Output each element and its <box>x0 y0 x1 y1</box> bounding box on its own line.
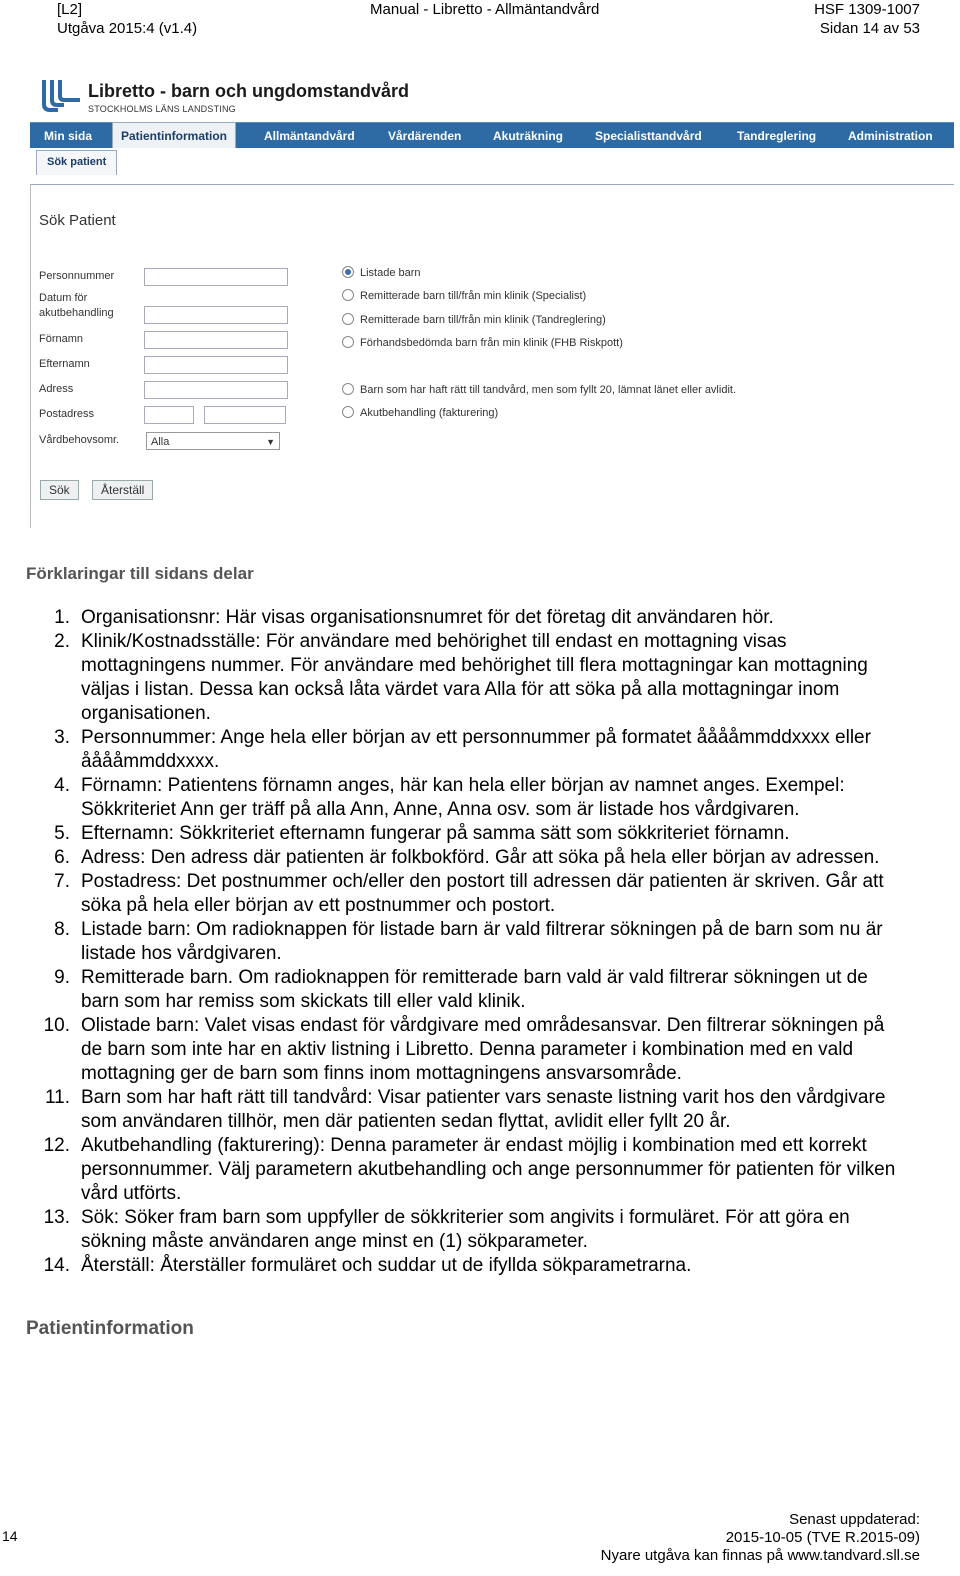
search-button[interactable]: Sök <box>40 480 79 500</box>
explanation-line: personnummer. Välj parametern akutbehandling och ange personnummer för patienten för vilken <box>81 1159 896 1180</box>
radio-label: Remitterade barn till/från min klinik (Tandreglering) <box>360 314 606 326</box>
explanation-item <box>0 870 950 918</box>
panel-border <box>30 184 31 528</box>
page-number: 14 <box>2 1528 18 1544</box>
explanation-line: Akutbehandling (fakturering): Denna parameter är endast möjlig i kombination med ett korrekt <box>81 1135 867 1156</box>
explanation-number: 1. <box>54 607 70 628</box>
explanation-item <box>0 918 950 966</box>
libretto-logo <box>40 78 460 118</box>
explanation-line: organisationen. <box>81 703 211 724</box>
radio-icon <box>342 313 354 325</box>
header-edition: Utgåva 2015:4 (v1.4) <box>57 20 198 37</box>
explanation-line: Personnummer: Ange hela eller början av ett personnummer på formatet ååååmmddxxxx eller <box>81 727 871 748</box>
header-doc-id: HSF 1309-1007 <box>814 1 920 18</box>
footer-newer-edition: Nyare utgåva kan finnas på www.tandvard.sll.se <box>600 1547 920 1564</box>
explanation-item <box>0 846 950 870</box>
radio-remitterade-tandreglering[interactable] <box>342 313 606 327</box>
explanation-line: Sökkriteriet Ann ger träff på alla Ann, Anne, Anna osv. som är listade hos vårdgivaren. <box>81 799 800 820</box>
header-left <box>57 0 197 38</box>
footer-updated-label: Senast uppdaterad: <box>789 1511 920 1528</box>
explanation-item <box>0 1206 950 1254</box>
adress-input[interactable] <box>144 381 288 399</box>
explanation-number: 8. <box>54 919 70 940</box>
chevron-down-icon: ▼ <box>266 437 275 447</box>
explanation-line: Klinik/Kostnadsställe: För användare med behörighet till endast en mottagning visas <box>81 631 787 652</box>
radio-listade-barn[interactable] <box>342 266 421 280</box>
explanation-line: Remitterade barn. Om radioknappen för remitterade barn vald är vald filtrerar sökningen ut de <box>81 967 868 988</box>
explanation-item <box>0 774 950 822</box>
explanation-line: Förnamn: Patientens förnamn anges, här kan hela eller början av namnet anges. Exempel: <box>81 775 845 796</box>
datum-akutbehandling-input[interactable] <box>144 306 288 324</box>
explanation-line: listade hos vårdgivaren. <box>81 943 282 964</box>
explanation-line: Olistade barn: Valet visas endast för vårdgivare med områdesansvar. Den filtrerar sökningen på <box>81 1015 885 1036</box>
tab-sok-patient[interactable]: Sök patient <box>36 150 117 175</box>
sub-nav <box>30 148 954 185</box>
label-vardbehovsomr: Vårdbehovsomr. <box>39 434 120 446</box>
explanation-item <box>0 822 950 846</box>
nav-min-sida[interactable]: Min sida <box>44 129 93 143</box>
explanation-item <box>0 1254 950 1278</box>
explanation-number: 4. <box>54 775 70 796</box>
radio-akutbehandling[interactable] <box>342 406 498 420</box>
label-efternamn: Efternamn <box>39 358 90 370</box>
main-nav <box>30 122 954 149</box>
radio-label: Barn som har haft rätt till tandvård, men som fyllt 20, lämnat länet eller avlidit. <box>360 384 736 396</box>
explanation-item <box>0 1134 950 1206</box>
explanation-line: Återställ: Återställer formuläret och suddar ut de ifyllda sökparametrarna. <box>81 1255 692 1276</box>
radio-barn-haft-ratt[interactable] <box>342 383 736 397</box>
header-right <box>814 0 920 38</box>
nav-administration[interactable]: Administration <box>848 129 933 143</box>
postort-input[interactable] <box>204 406 286 424</box>
explanation-item <box>0 1014 950 1086</box>
fornamn-input[interactable] <box>144 331 288 349</box>
explanations-heading: Förklaringar till sidans delar <box>26 564 254 583</box>
radio-label: Remitterade barn till/från min klinik (Specialist) <box>360 290 587 302</box>
label-datum-line1: Datum för <box>39 292 88 304</box>
explanation-number: 14. <box>43 1255 70 1276</box>
explanation-item <box>0 726 950 774</box>
sll-logo-icon <box>40 78 82 114</box>
radio-remitterade-specialist[interactable] <box>342 289 586 303</box>
explanation-line: Sök: Söker fram barn som uppfyller de sökkriterier som angivits i formuläret. För att göra en <box>81 1207 850 1228</box>
label-adress: Adress <box>39 383 74 395</box>
efternamn-input[interactable] <box>144 356 288 374</box>
explanation-number: 9. <box>54 967 70 988</box>
radio-icon <box>342 406 354 418</box>
radio-label: Förhandsbedömda barn från min klinik (FHB Riskpott) <box>360 337 623 349</box>
label-datum-line2: akutbehandling <box>39 307 114 319</box>
explanation-item <box>0 1086 950 1134</box>
explanation-number: 12. <box>43 1135 70 1156</box>
explanation-line: mottagningens nummer. För användare med behörighet till flera mottagningar kan mottagning <box>81 655 868 676</box>
explanation-line: Listade barn: Om radioknappen för listade barn är vald filtrerar sökningen på de barn som nu är <box>81 919 883 940</box>
explanation-number: 10. <box>43 1015 70 1036</box>
explanation-line: Adress: Den adress där patienten är folkbokförd. Går att söka på hela eller början av adressen. <box>81 847 880 868</box>
explanation-number: 6. <box>54 847 70 868</box>
explanation-line: Postadress: Det postnummer och/eller den postort till adressen där patienten är skriven. Går att <box>81 871 884 892</box>
label-personnummer: Personnummer <box>39 270 115 282</box>
radio-icon <box>342 336 354 348</box>
explanation-item <box>0 630 950 726</box>
explanation-line: barn som har remiss som skickats till eller vald klinik. <box>81 991 526 1012</box>
radio-forhandsbedomda[interactable] <box>342 336 623 350</box>
nav-akutrakning[interactable]: Akuträkning <box>493 129 564 143</box>
nav-patientinformation[interactable]: Patientinformation <box>112 122 236 151</box>
form-title: Sök Patient <box>39 212 116 229</box>
select-value: Alla <box>151 436 170 448</box>
nav-allmantandvard[interactable]: Allmäntandvård <box>264 129 355 143</box>
explanation-line: väljas i listan. Dessa kan också låta värdet vara Alla för att söka på alla mottagningar inom <box>81 679 840 700</box>
radio-label: Listade barn <box>360 267 421 279</box>
explanation-line: mottagning ger de barn som finns inom mottagningens ansvarsområde. <box>81 1063 682 1084</box>
explanation-line: de barn som inte har en aktiv listning i Libretto. Denna parameter i kombination med en vald <box>81 1039 854 1060</box>
explanation-line: söka på hela eller början av ett postnummer och postort. <box>81 895 556 916</box>
nav-specialisttandvard[interactable]: Specialisttandvård <box>595 129 702 143</box>
footer <box>601 1511 920 1565</box>
explanation-line: Organisationsnr: Här visas organisationsnumret för det företag dit användaren hör. <box>81 607 774 628</box>
explanations-list <box>0 606 950 1278</box>
explanation-line: vård utförts. <box>81 1183 182 1204</box>
nav-tandreglering[interactable]: Tandreglering <box>737 129 817 143</box>
logo-title: Libretto - barn och ungdomstandvård <box>88 81 410 101</box>
radio-label: Akutbehandling (fakturering) <box>360 407 499 419</box>
personnummer-input[interactable] <box>144 268 288 286</box>
explanation-item <box>0 606 950 630</box>
explanation-number: 13. <box>43 1207 70 1228</box>
explanation-number: 11. <box>44 1087 70 1108</box>
label-fornamn: Förnamn <box>39 333 84 345</box>
radio-icon <box>342 289 354 301</box>
explanation-number: 3. <box>54 727 70 748</box>
explanation-line: ååååmmddxxxx. <box>81 751 220 772</box>
vardbehovsomr-select[interactable] <box>146 432 280 450</box>
explanation-number: 7. <box>54 871 70 892</box>
explanation-number: 2. <box>54 631 70 652</box>
label-postadress: Postadress <box>39 408 95 420</box>
header-page: Sidan 14 av 53 <box>819 20 920 37</box>
explanation-line: som användaren tillhör, men där patienten sedan flyttat, avlidit eller fyllt 20 år. <box>81 1111 731 1132</box>
explanation-line: Barn som har haft rätt till tandvård: Visar patienter vars senaste listning varit hos den vårdgivare <box>81 1087 886 1108</box>
reset-button[interactable]: Återställ <box>92 480 153 500</box>
postnummer-input[interactable] <box>144 406 194 424</box>
explanation-line: Efternamn: Sökkriteriet efternamn fungerar på samma sätt som sökkriteriet förnamn. <box>81 823 790 844</box>
explanation-item <box>0 966 950 1014</box>
explanation-line: sökning måste användaren ange minst en (1) sökparameter. <box>81 1231 588 1252</box>
section-heading: Patientinformation <box>26 1318 194 1339</box>
explanation-number: 5. <box>54 823 70 844</box>
nav-vardarenden[interactable]: Vårdärenden <box>388 129 462 143</box>
radio-icon <box>342 383 354 395</box>
radio-selected-icon <box>342 266 354 278</box>
header-title: Manual - Libretto - Allmäntandvård <box>370 1 600 18</box>
libretto-screenshot <box>28 70 954 528</box>
header-level: [L2] <box>57 1 83 18</box>
footer-updated-date: 2015-10-05 (TVE R.2015-09) <box>725 1529 920 1546</box>
logo-subtitle: STOCKHOLMS LÄNS LANDSTING <box>88 104 236 114</box>
